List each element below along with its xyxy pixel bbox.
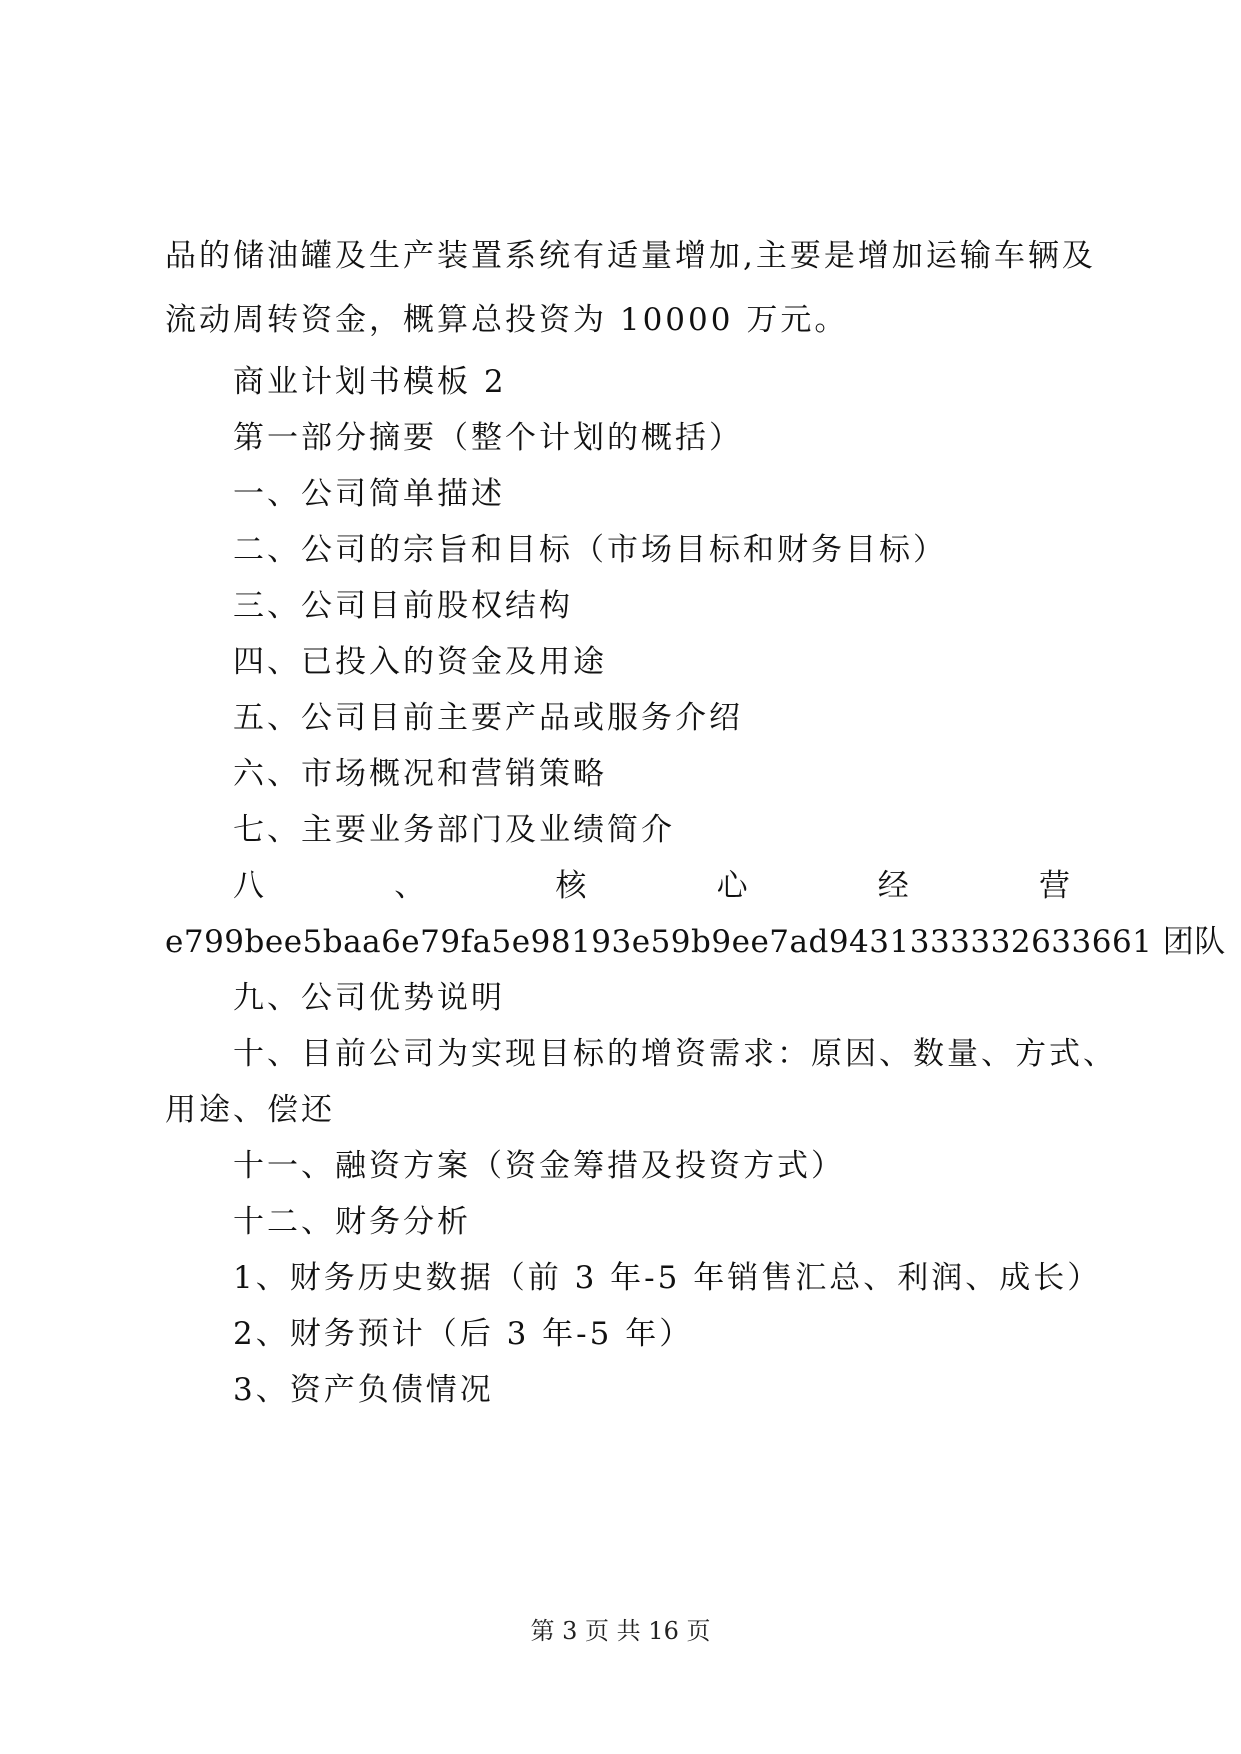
justified-char-3: 核 <box>555 868 590 904</box>
part-heading: 第一部分摘要（整个计划的概括） <box>233 420 743 456</box>
outline-item-10: 十、目前公司为实现目标的增资需求：原因、数量、方式、 <box>233 1036 1117 1072</box>
sub-item-3: 3、资产负债情况 <box>233 1372 494 1408</box>
outline-item-5: 五、公司目前主要产品或服务介绍 <box>233 700 743 736</box>
outline-item-11: 十一、融资方案（资金筹措及投资方式） <box>233 1148 845 1184</box>
page-footer: 第 3 页 共 16 页 <box>530 1617 711 1645</box>
outline-item-3: 三、公司目前股权结构 <box>233 588 573 624</box>
outline-item-8-justified <box>233 866 1073 906</box>
section-title: 商业计划书模板 2 <box>233 364 507 400</box>
justified-char-1: 八 <box>233 868 267 904</box>
outline-item-9: 九、公司优势说明 <box>233 980 505 1016</box>
outline-item-2: 二、公司的宗旨和目标（市场目标和财务目标） <box>233 532 947 568</box>
outline-item-6: 六、市场概况和营销策略 <box>233 756 607 792</box>
paragraph-continuation-line-1: 品的储油罐及生产装置系统有适量增加,主要是增加运输车辆及 <box>165 238 1096 274</box>
justified-char-6: 营 <box>1038 868 1073 904</box>
outline-item-10-continuation: 用途、偿还 <box>165 1092 335 1128</box>
outline-item-7: 七、主要业务部门及业绩简介 <box>233 812 675 848</box>
outline-item-8-continuation: e799bee5baa6e79fa5e98193e59b9ee7ad9431333332633661 团队 <box>165 924 1226 960</box>
justified-char-4: 心 <box>716 868 751 904</box>
paragraph-continuation-line-2: 流动周转资金，概算总投资为 10000 万元。 <box>165 302 849 338</box>
justified-char-2: 、 <box>394 868 429 904</box>
sub-item-2: 2、财务预计（后 3 年-5 年） <box>233 1316 694 1352</box>
outline-item-12: 十二、财务分析 <box>233 1204 471 1240</box>
outline-item-4: 四、已投入的资金及用途 <box>233 644 607 680</box>
sub-item-1: 1、财务历史数据（前 3 年-5 年销售汇总、利润、成长） <box>233 1260 1102 1296</box>
outline-item-1: 一、公司简单描述 <box>233 476 505 512</box>
justified-char-5: 经 <box>877 868 912 904</box>
